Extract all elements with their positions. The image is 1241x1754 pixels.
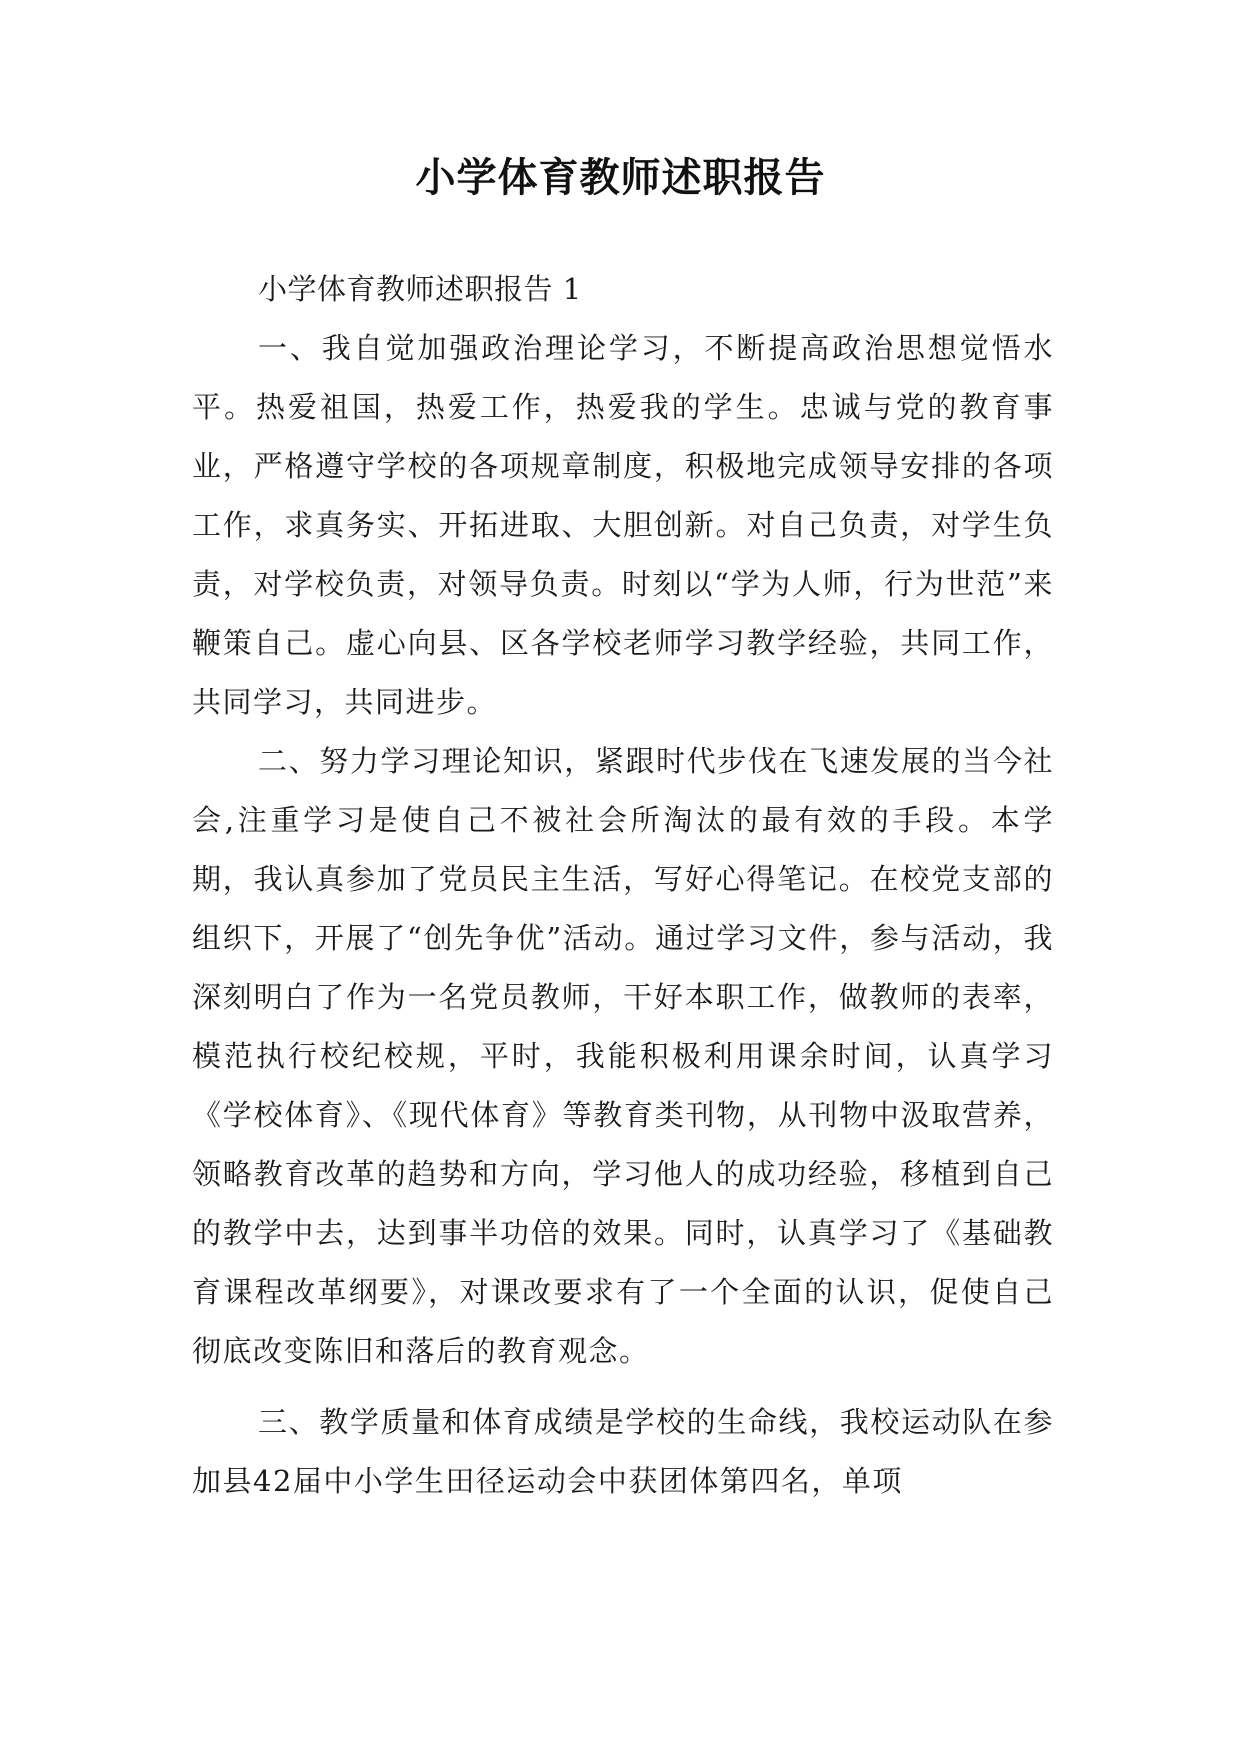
document-body: [192, 260, 1054, 1511]
section-heading: 小学体育教师述职报告 1: [258, 272, 582, 306]
paragraph-1: 一、我自觉加强政治理论学习，不断提高政治思想觉悟水平。热爱祖国，热爱工作，热爱我的学生。忠诚与党的教育事业，严格遵守学校的各项规章制度，积极地完成领导安排的各项工作，求真务实、开拓进取、大胆创新。对自己负责，对学生负责，对学校负责，对领导负责。时刻以“学为人师，行为世范”来鞭策自己。虚心向县、区各学校老师学习教学经验，共同工作，共同学习，共同进步。: [192, 331, 1054, 719]
paragraph-3: 三、教学质量和体育成绩是学校的生命线，我校运动队在参加县42届中小学生田径运动会中获团体第四名，单项: [192, 1405, 1054, 1498]
document-title: 小学体育教师述职报告: [415, 154, 826, 201]
paragraph-spacer: [192, 1381, 1054, 1393]
paragraph-2: 二、努力学习理论知识，紧跟时代步伐在飞速发展的当今社会,注重学习是使自己不被社会所淘汰的最有效的手段。本学期，我认真参加了党员民主生活，写好心得笔记。在校党支部的组织下，开展了“创先争优”活动。通过学习文件，参与活动，我深刻明白了作为一名党员教师，干好本职工作，做教师的表率，模范执行校纪校规，平时，我能积极利用课余时间，认真学习《学校体育》、《现代体育》等教育类刊物，从刊物中汲取营养，领略教育改革的趋势和方向，学习他人的成功经验，移植到自己的教学中去，达到事半功倍的效果。同时，认真学习了《基础教育课程改革纲要》，对课改要求有了一个全面的认识，促使自己彻底改变陈旧和落后的教育观念。: [192, 744, 1054, 1368]
